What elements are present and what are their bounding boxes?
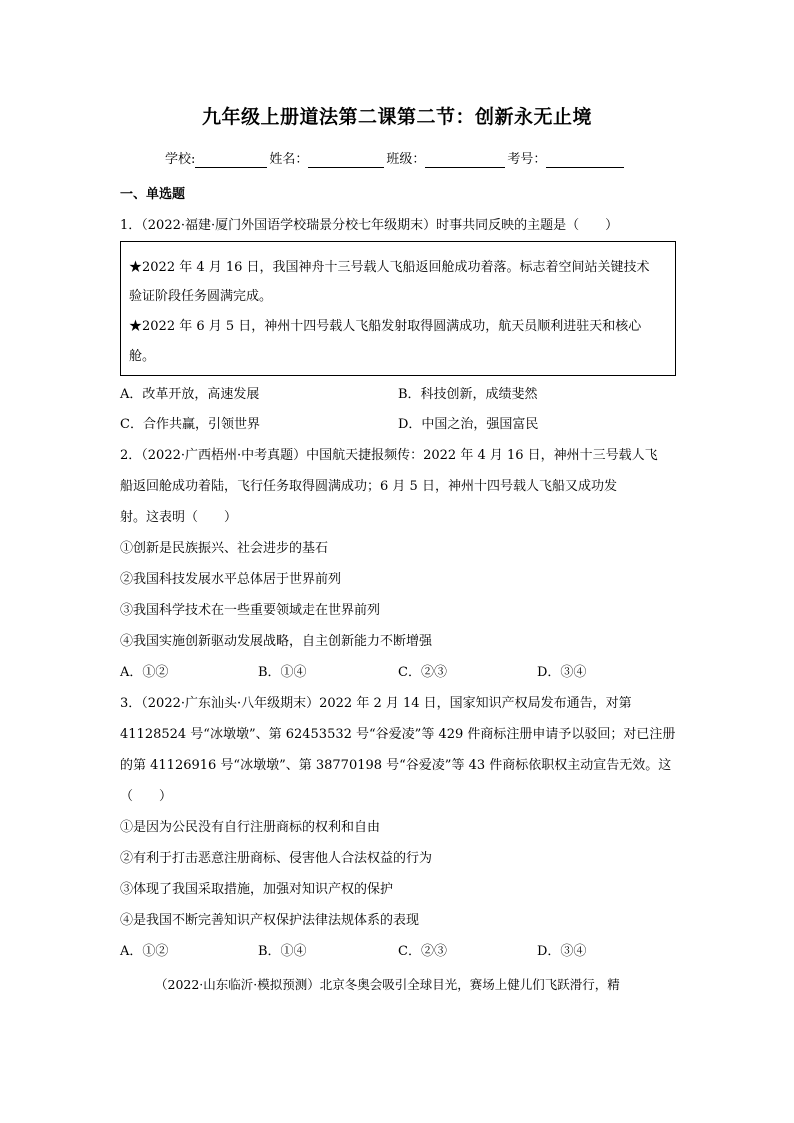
school-blank[interactable] [195,153,267,168]
q2-stem-line: 2．（2022·广西梧州·中考真题）中国航天捷报频传：2022 年 4 月 16 日，神州十三号载人飞 [120,448,658,463]
q2-option-d[interactable]: D．③④ [537,665,587,680]
q3-option-c[interactable]: C．②③ [398,944,447,959]
class-blank[interactable] [425,153,505,168]
q4-partial-stem: （2022·山东临沂·模拟预测）北京冬奥会吸引全球目光，赛场上健儿们飞跃滑行，精 [155,977,620,992]
class-label: 班级： [386,152,426,167]
number-blank[interactable] [546,153,624,168]
q3-statement: ③体现了我国采取措施，加强对知识产权的保护 [120,882,394,897]
q2-statement: ④我国实施创新驱动发展战略，自主创新能力不断增强 [120,634,433,649]
q1-option-a[interactable]: A．改革开放，高速发展 [120,387,260,402]
q2-stem-line: 船返回舱成功着陆，飞行任务取得圆满成功；6 月 5 日，神州十四号载人飞船又成功发 [120,479,617,494]
q1-box-line: ★2022 年 6 月 5 日，神州十四号载人飞船发射取得圆满成功，航天员顺利进驻天和核心 [129,319,642,334]
q3-stem-line: 41128524 号“冰墩墩”、第 62453532 号“谷爱凌”等 429 件商标注册申请予以驳回；对已注册 [120,727,676,742]
q3-option-b[interactable]: B．①④ [258,944,307,959]
q1-box-line: 舱。 [129,349,156,364]
q1-box-line: 验证阶段任务圆满完成。 [129,289,273,304]
name-label: 姓名： [269,152,309,167]
q2-option-c[interactable]: C．②③ [398,665,447,680]
school-label: 学校: [165,152,196,167]
q3-statement: ④是我国不断完善知识产权保护法律法规体系的表现 [120,913,420,928]
document-title: 九年级上册道法第二课第二节：创新永无止境 [201,106,592,128]
q3-statement: ①是因为公民没有自行注册商标的权利和自由 [120,820,381,835]
q2-statement: ②我国科技发展水平总体居于世界前列 [120,572,342,587]
q3-statement: ②有利于打击恶意注册商标、侵害他人合法权益的行为 [120,851,433,866]
q2-option-b[interactable]: B．①④ [258,665,307,680]
q1-box-line: ★2022 年 4 月 16 日，我国神舟十三号载人飞船返回舱成功着落。标志着空间站关键技术 [129,260,650,275]
q2-option-a[interactable]: A．①② [120,665,169,680]
q3-stem-line: 3．（2022·广东汕头·八年级期末）2022 年 2 月 14 日，国家知识产权局发布通告，对第 [120,696,632,711]
q1-option-c[interactable]: C．合作共赢，引领世界 [120,417,260,432]
q3-stem-line: （ ） [120,789,173,804]
q1-option-b[interactable]: B．科技创新，成绩斐然 [398,387,538,402]
q2-statement: ③我国科学技术在一些重要领域走在世界前列 [120,603,381,618]
q3-option-d[interactable]: D．③④ [537,944,587,959]
q1-option-d[interactable]: D．中国之治，强国富民 [398,417,539,432]
student-info-row [165,150,626,170]
q1-stem: 1．（2022·福建·厦门外国语学校瑞景分校七年级期末）时事共同反映的主题是（ ） [120,218,619,233]
q3-stem-line: 的第 41126916 号“冰墩墩”、第 38770198 号“谷爱凌”等 43 件商标依职权主动宣告无效。这 [120,758,672,773]
number-label: 考号： [507,152,547,167]
q2-stem-line: 射。这表明（ ） [120,510,238,525]
q3-option-a[interactable]: A．①② [120,944,169,959]
q2-statement: ①创新是民族振兴、社会进步的基石 [120,541,329,556]
q1-news-box [120,241,676,376]
section-heading: 一、单选题 [120,187,186,202]
name-blank[interactable] [308,153,384,168]
